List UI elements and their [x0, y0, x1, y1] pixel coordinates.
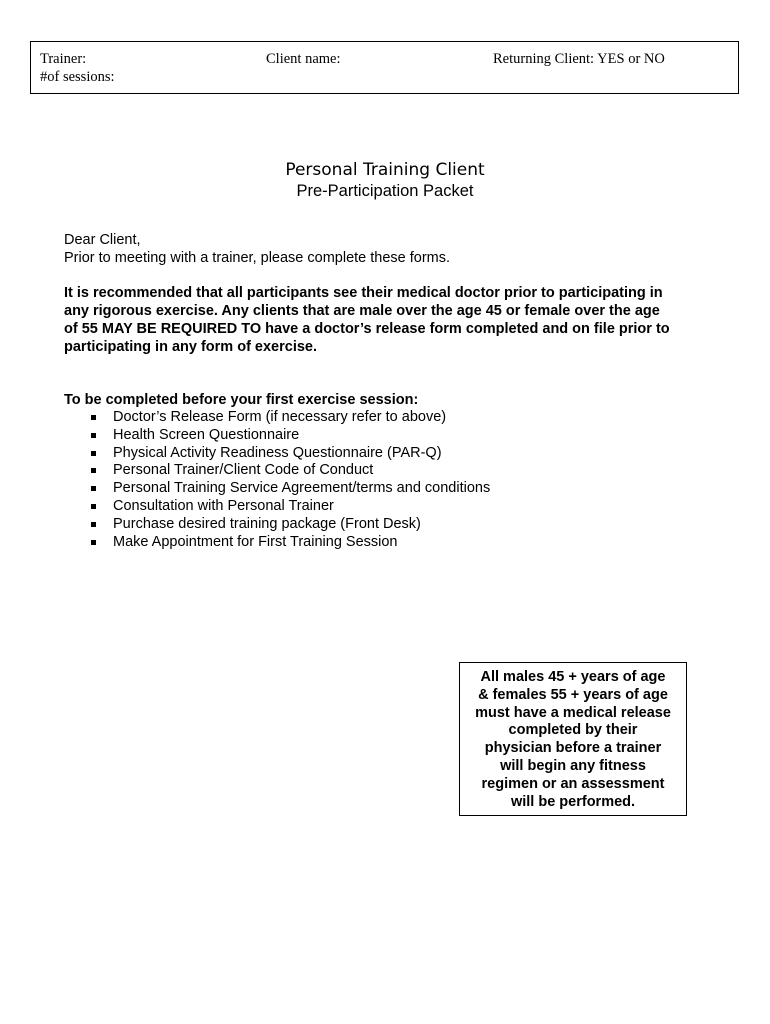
callout-line: regimen or an assessment — [481, 775, 665, 792]
callout-line: will be performed. — [510, 793, 636, 810]
list-item — [90, 516, 490, 534]
list-item-label: Personal Training Service Agreement/terms and conditions — [113, 480, 491, 497]
list-item-label: Doctor’s Release Form (if necessary refer to above) — [113, 409, 447, 425]
notice-line: any rigorous exercise. Any clients that are male over the age 45 or female over the age — [64, 303, 660, 319]
list-item-label: Physical Activity Readiness Questionnaire (PAR-Q) — [113, 444, 442, 461]
notice-line: of 55 MAY BE REQUIRED TO have a doctor’s release form completed and on file prior to — [64, 321, 670, 337]
client-name-label: Client name: — [266, 51, 341, 67]
callout-line: completed by their — [508, 722, 638, 739]
list-item — [90, 498, 490, 516]
square-bullet-icon — [91, 540, 96, 545]
square-bullet-icon — [91, 522, 96, 527]
client-info-header — [30, 41, 739, 94]
sessions-label: #of sessions: — [40, 69, 115, 85]
square-bullet-icon — [91, 433, 96, 438]
callout-line: & females 55 + years of age — [478, 686, 668, 703]
medical-release-callout — [459, 662, 687, 816]
square-bullet-icon — [91, 415, 96, 420]
trainer-label: Trainer: — [40, 51, 87, 67]
callout-line: All males 45 + years of age — [480, 669, 666, 685]
checklist-heading: To be completed before your first exercise session: — [64, 392, 419, 408]
callout-line: must have a medical release — [475, 704, 671, 721]
list-item-label: Make Appointment for First Training Session — [113, 533, 398, 550]
square-bullet-icon — [91, 504, 96, 509]
letter-greeting: Dear Client, — [64, 232, 141, 248]
notice-line: It is recommended that all participants see their medical doctor prior to participating in — [64, 285, 663, 301]
list-item — [90, 534, 490, 552]
list-item-label: Consultation with Personal Trainer — [113, 497, 334, 514]
list-item-label: Health Screen Questionnaire — [113, 426, 300, 443]
square-bullet-icon — [91, 486, 96, 491]
callout-line: physician before a trainer — [484, 740, 662, 757]
forms-checklist — [90, 409, 490, 551]
list-item-label: Personal Trainer/Client Code of Conduct — [113, 462, 374, 479]
list-item — [90, 445, 490, 463]
list-item — [90, 480, 490, 498]
list-item-label: Purchase desired training package (Front Desk) — [113, 515, 421, 532]
document-title: Personal Training Client — [285, 160, 485, 180]
document-subtitle: Pre-Participation Packet — [296, 182, 474, 200]
square-bullet-icon — [91, 451, 96, 456]
list-item — [90, 462, 490, 480]
list-item — [90, 409, 490, 427]
medical-notice — [64, 284, 714, 356]
callout-line: will begin any fitness — [500, 757, 646, 774]
letter-intro: Prior to meeting with a trainer, please complete these forms. — [64, 250, 451, 266]
list-item — [90, 427, 490, 445]
square-bullet-icon — [91, 468, 96, 473]
returning-client-label: Returning Client: YES or NO — [493, 51, 665, 67]
notice-line: participating in any form of exercise. — [64, 339, 318, 355]
